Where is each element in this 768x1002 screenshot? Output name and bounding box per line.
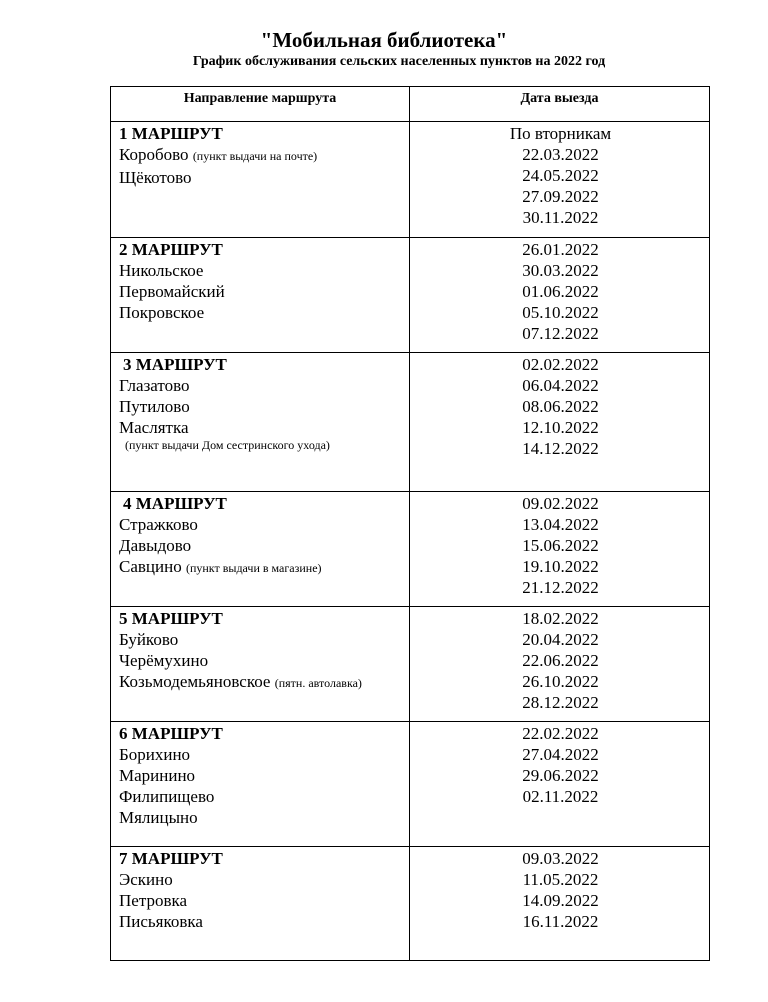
date-item: 26.01.2022 bbox=[522, 240, 599, 259]
table-row bbox=[111, 238, 710, 353]
date-item: 02.02.2022 bbox=[522, 355, 599, 374]
date-item: 09.02.2022 bbox=[522, 494, 599, 513]
dates-cell bbox=[410, 492, 710, 607]
place-item: Эскино bbox=[119, 870, 173, 889]
route-cell bbox=[111, 722, 410, 847]
column-header-date: Дата выезда bbox=[410, 87, 710, 122]
date-item: 18.02.2022 bbox=[522, 609, 599, 628]
date-item: 24.05.2022 bbox=[522, 166, 599, 185]
place-item: Козьмодемьяновское (пятн. автолавка) bbox=[119, 672, 362, 691]
table-row bbox=[111, 847, 710, 961]
dates-cell bbox=[410, 847, 710, 961]
date-item: 28.12.2022 bbox=[522, 693, 599, 712]
place-item: Никольское bbox=[119, 261, 204, 280]
date-item: 02.11.2022 bbox=[522, 787, 599, 806]
route-title: 6 МАРШРУТ bbox=[119, 724, 223, 743]
date-item: 05.10.2022 bbox=[522, 303, 599, 322]
date-item: 30.11.2022 bbox=[522, 208, 599, 227]
place-note: (пункт выдачи Дом сестринского ухода) bbox=[125, 438, 330, 452]
place-item: Щёкотово bbox=[119, 168, 192, 187]
date-item: 22.03.2022 bbox=[522, 145, 599, 164]
place-item: Путилово bbox=[119, 397, 190, 416]
route-title: 3 МАРШРУТ bbox=[123, 355, 227, 374]
schedule-table bbox=[110, 86, 710, 961]
route-title: 1 МАРШРУТ bbox=[119, 124, 223, 143]
route-title: 5 МАРШРУТ bbox=[119, 609, 223, 628]
place-note: (пункт выдачи на почте) bbox=[192, 149, 318, 163]
date-item: 26.10.2022 bbox=[522, 672, 599, 691]
place-item: Савцино (пункт выдачи в магазине) bbox=[119, 557, 322, 576]
date-item: 21.12.2022 bbox=[522, 578, 599, 597]
table-row bbox=[111, 122, 710, 238]
column-header-route: Направление маршрута bbox=[111, 87, 410, 122]
dates-cell bbox=[410, 607, 710, 722]
place-item: Покровское bbox=[119, 303, 205, 322]
date-item: 12.10.2022 bbox=[522, 418, 599, 437]
dates-cell bbox=[410, 353, 710, 492]
route-title: 2 МАРШРУТ bbox=[119, 240, 223, 259]
date-item: 16.11.2022 bbox=[522, 912, 599, 931]
date-item: 19.10.2022 bbox=[522, 557, 599, 576]
date-item: 06.04.2022 bbox=[522, 376, 599, 395]
date-item: 11.05.2022 bbox=[522, 870, 599, 889]
date-item: 08.06.2022 bbox=[522, 397, 599, 416]
table-row bbox=[111, 492, 710, 607]
place-item: Письяковка bbox=[119, 912, 203, 931]
date-item: 27.04.2022 bbox=[522, 745, 599, 764]
document-subtitle: График обслуживания сельских населенных пунктов на 2022 год bbox=[192, 54, 606, 69]
date-item: 20.04.2022 bbox=[522, 630, 599, 649]
date-item: 22.02.2022 bbox=[522, 724, 599, 743]
place-item: Борихино bbox=[119, 745, 191, 764]
document-title: "Мобильная библиотека" bbox=[260, 28, 508, 52]
place-item: Черёмухино bbox=[119, 651, 209, 670]
route-cell bbox=[111, 492, 410, 607]
dates-cell bbox=[410, 722, 710, 847]
place-item: Стражково bbox=[119, 515, 198, 534]
dates-cell bbox=[410, 122, 710, 238]
date-item: 07.12.2022 bbox=[522, 324, 599, 343]
route-cell bbox=[111, 238, 410, 353]
date-item: 13.04.2022 bbox=[522, 515, 599, 534]
table-row bbox=[111, 722, 710, 847]
table-row bbox=[111, 353, 710, 492]
date-item: 22.06.2022 bbox=[522, 651, 599, 670]
place-note: (пятн. автолавка) bbox=[274, 676, 362, 690]
date-item: 15.06.2022 bbox=[522, 536, 599, 555]
place-item: Петровка bbox=[119, 891, 188, 910]
date-item: 29.06.2022 bbox=[522, 766, 599, 785]
place-item: Мялицыно bbox=[119, 808, 198, 827]
date-item: 14.09.2022 bbox=[522, 891, 599, 910]
route-cell bbox=[111, 122, 410, 238]
place-item: Первомайский bbox=[119, 282, 225, 301]
route-cell bbox=[111, 847, 410, 961]
place-item: Давыдово bbox=[119, 536, 192, 555]
date-item: 30.03.2022 bbox=[522, 261, 599, 280]
place-item: Маслятка bbox=[119, 418, 189, 437]
route-title: 4 МАРШРУТ bbox=[123, 494, 227, 513]
table-header-row bbox=[111, 87, 710, 122]
route-cell bbox=[111, 607, 410, 722]
place-item: Филипищево bbox=[119, 787, 215, 806]
place-item: Маринино bbox=[119, 766, 196, 785]
table-row bbox=[111, 607, 710, 722]
place-note: (пункт выдачи в магазине) bbox=[185, 561, 322, 575]
date-item: 27.09.2022 bbox=[522, 187, 599, 206]
place-item: Коробово (пункт выдачи на почте) bbox=[119, 145, 318, 164]
place-item: Глазатово bbox=[119, 376, 190, 395]
date-item: 14.12.2022 bbox=[522, 439, 599, 458]
date-item: По вторникам bbox=[509, 124, 612, 143]
route-title: 7 МАРШРУТ bbox=[119, 849, 223, 868]
date-item: 01.06.2022 bbox=[522, 282, 599, 301]
route-cell bbox=[111, 353, 410, 492]
date-item: 09.03.2022 bbox=[522, 849, 599, 868]
place-item: Буйково bbox=[119, 630, 179, 649]
dates-cell bbox=[410, 238, 710, 353]
